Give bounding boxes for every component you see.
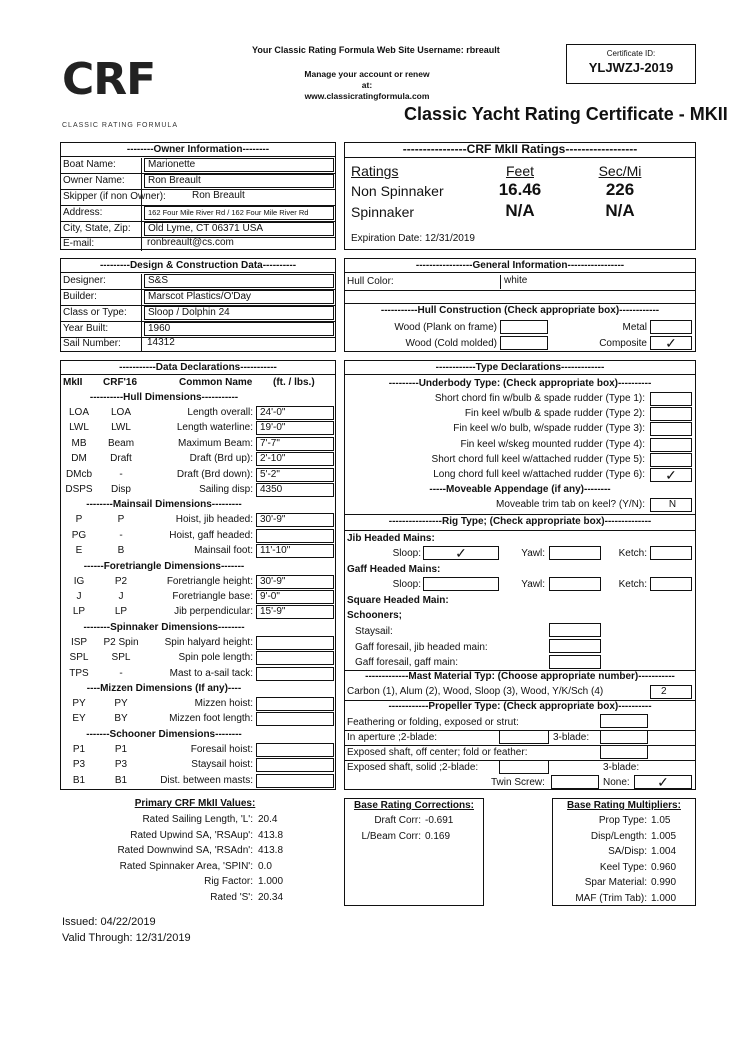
crf-logo: CRF — [62, 54, 156, 105]
row-common-name: Mast to a-sail tack: — [169, 667, 253, 679]
composite-label: Composite — [599, 338, 647, 349]
row-crf16-code: P1 — [114, 743, 128, 755]
class-field[interactable]: Sloop / Dolphin 24 — [144, 306, 334, 320]
gaff-ketch-checkbox[interactable] — [650, 577, 692, 591]
row-mkii-code: LOA — [68, 407, 89, 418]
gaff-fore-gaff-checkbox[interactable] — [549, 655, 601, 669]
page-title: Classic Yacht Rating Certificate - MKII — [404, 104, 728, 124]
city-field[interactable]: Old Lyme, CT 06371 USA — [144, 222, 334, 236]
mizzen-heading: ----Mizzen Dimensions (If any)---- — [86, 683, 242, 694]
type-decl-heading: ------------Type Declarations------------- — [345, 361, 695, 375]
cert-id: YLJWZJ-2019 — [588, 60, 674, 75]
underbody-type-label: Fin keel w/skeg mounted rudder (Type 4): — [460, 438, 645, 450]
row-common-name: Jib perpendicular: — [174, 606, 253, 618]
data-decl-heading: -----------Data Declarations----------- — [61, 361, 335, 375]
row-value-field[interactable] — [256, 758, 334, 772]
ratings-col-label: Ratings — [351, 163, 399, 179]
row-mkii-code: PY — [72, 698, 86, 709]
underbody-type-label: Long chord full keel w/attached rudder (Type 6): — [433, 469, 645, 480]
prop-heading: ------------Propeller Type: (Check appropriate box)---------- — [388, 701, 652, 712]
metal-checkbox[interactable] — [650, 320, 692, 334]
underbody-type-checkbox[interactable] — [650, 438, 692, 452]
feet-col-label: Feet — [505, 163, 534, 179]
multiplier-value: 0.960 — [651, 861, 677, 873]
gaff-fore-jib-label: Gaff foresail, jib headed main: — [355, 642, 488, 653]
username-line: Your Classic Rating Formula Web Site Username: rbreault — [252, 45, 500, 55]
gaff-ketch-label: Ketch: — [618, 579, 647, 590]
hull-color-label: Hull Color: — [347, 276, 394, 287]
non-spinnaker-feet: 16.46 — [498, 180, 542, 199]
design-panel — [60, 258, 336, 352]
gaff-yawl-checkbox[interactable] — [549, 577, 601, 591]
row-common-name: Foretriangle base: — [172, 591, 253, 602]
row-mkii-code: DSPS — [65, 484, 93, 495]
primary-value: 413.8 — [258, 845, 284, 856]
design-heading: ---------Design & Construction Data---------- — [61, 259, 335, 273]
col-units: (ft. / lbs.) — [273, 377, 315, 388]
prop-aperture-3blade-label: 3-blade: — [553, 732, 590, 743]
col-crf16: CRF'16 — [103, 377, 138, 388]
row-value-field[interactable]: 4350 — [256, 483, 334, 497]
jib-headed-heading: Jib Headed Mains: — [347, 533, 435, 544]
prop-feather-checkbox[interactable] — [600, 714, 648, 728]
trim-tab-label: Moveable trim tab on keel? (Y/N): — [496, 499, 645, 510]
spinnaker-label: Spinnaker — [351, 204, 415, 220]
row-mkii-code: DM — [71, 453, 87, 465]
prop-feather-label: Feathering or folding, exposed or strut: — [347, 717, 519, 728]
primary-value-label: Rated Spinnaker Area, 'SPIN': — [119, 860, 253, 872]
row-mkii-code: IG — [73, 575, 85, 587]
metal-label: Metal — [622, 322, 647, 333]
primary-values-panel — [60, 798, 336, 906]
primary-value: 1.000 — [258, 876, 284, 887]
col-mkii: MkII — [63, 377, 83, 388]
underbody-type-label: Fin keel w/bulb & spade rudder (Type 2): — [464, 408, 645, 420]
mast-material-field[interactable]: 2 — [650, 685, 692, 699]
row-common-name: Spin pole length: — [178, 652, 253, 664]
underbody-heading: ---------Underbody Type: (Check appropriate box)---------- — [388, 378, 652, 389]
row-mkii-code: ISP — [70, 636, 88, 648]
row-common-name: Draft (Brd up): — [189, 453, 253, 465]
row-mkii-code: P3 — [72, 759, 86, 771]
row-value-field[interactable] — [256, 651, 334, 665]
row-mkii-code: PG — [71, 529, 87, 541]
square-headed-heading: Square Headed Main: — [347, 595, 449, 606]
issued-date: Issued: 04/22/2019 — [62, 916, 156, 928]
designer-label: Designer: — [63, 275, 106, 286]
wood-cold-label: Wood (Cold molded) — [405, 338, 497, 349]
year-field[interactable]: 1960 — [144, 322, 334, 336]
skipper-field[interactable]: Ron Breault — [192, 190, 245, 201]
gaff-fore-gaff-label: Gaff foresail, gaff main: — [355, 657, 459, 668]
boat-label: Boat Name: — [63, 159, 116, 170]
row-common-name: Dist. between masts: — [160, 774, 253, 786]
row-common-name: Sailing disp: — [199, 484, 253, 495]
prop-aperture-2blade-checkbox[interactable] — [499, 730, 549, 744]
hull-heading: ----------Hull Dimensions----------- — [89, 392, 239, 403]
primary-value: 20.4 — [258, 814, 278, 825]
primary-value-label: Rig Factor: — [204, 876, 253, 887]
secmi-col-label: Sec/Mi — [598, 163, 642, 179]
row-value-field[interactable]: 11'-10" — [256, 544, 334, 558]
row-mkii-code: P — [75, 514, 83, 526]
staysail-label: Staysail: — [355, 626, 393, 637]
builder-field[interactable]: Marscot Plastics/O'Day — [144, 290, 334, 304]
row-crf16-code: B — [117, 545, 125, 557]
row-mkii-code: B1 — [72, 774, 86, 786]
primary-value-label: Rated Sailing Length, 'L': — [142, 814, 253, 825]
multiplier-label: Spar Material: — [584, 877, 647, 888]
row-value-field[interactable]: 24'-0" — [256, 406, 334, 420]
prop-exposed-2blade-checkbox[interactable] — [499, 760, 549, 774]
owner-label: Owner Name: — [63, 175, 125, 186]
underbody-type-checkbox[interactable] — [650, 422, 692, 436]
mast-options: Carbon (1), Alum (2), Wood, Sloop (3), Wood, Y/K/Sch (4) — [347, 686, 604, 697]
valid-through: Valid Through: 12/31/2019 — [62, 932, 191, 944]
jib-sloop-label: Sloop: — [392, 548, 421, 559]
base-corrections-panel — [344, 798, 484, 906]
general-panel — [344, 258, 696, 352]
row-value-field[interactable] — [256, 743, 334, 757]
row-value-field[interactable]: 30'-9" — [256, 575, 334, 589]
wood-plank-checkbox[interactable] — [500, 320, 548, 334]
spin-heading: --------Spinnaker Dimensions-------- — [83, 621, 245, 633]
multipliers-panel — [552, 798, 696, 906]
builder-label: Builder: — [63, 291, 97, 302]
row-mkii-code: EY — [72, 713, 86, 725]
skipper-label: Skipper (if non Owner): — [63, 191, 166, 202]
none-checkbox[interactable]: ✓ — [634, 775, 692, 789]
gaff-sloop-checkbox[interactable] — [423, 577, 499, 591]
prop-exposed-3blade-label: 3-blade: — [603, 762, 640, 773]
row-common-name: Maximum Beam: — [177, 437, 253, 449]
rig-heading: ----------------Rig Type; (Check appropriate box)-------------- — [388, 516, 652, 527]
website-link[interactable]: www.classicratingformula.com — [304, 91, 430, 101]
data-declarations-panel — [60, 360, 336, 790]
row-crf16-code: BY — [114, 713, 128, 725]
mast-heading: -------------Mast Material Typ: (Choose appropriate number)----------- — [365, 671, 675, 682]
row-value-field[interactable] — [256, 712, 334, 726]
certificate-id-box — [566, 44, 696, 84]
underbody-type-checkbox[interactable] — [650, 453, 692, 467]
primary-value: 20.34 — [258, 891, 284, 903]
row-value-field[interactable]: 2'-10" — [256, 452, 334, 466]
jib-ketch-checkbox[interactable] — [650, 546, 692, 560]
row-value-field[interactable]: 5'-2" — [256, 468, 334, 482]
twin-screw-label: Twin Screw: — [491, 777, 545, 788]
row-mkii-code: MB — [71, 437, 87, 449]
multiplier-label: Disp/Length: — [590, 830, 647, 842]
underbody-type-label: Short chord full keel w/attached rudder (Type 5): — [431, 453, 645, 465]
row-mkii-code: P1 — [72, 743, 86, 755]
row-value-field[interactable]: 30'-9" — [256, 513, 334, 527]
col-common-name: Common Name — [179, 377, 253, 388]
logo-subtitle: CLASSIC RATING FORMULA — [62, 122, 178, 129]
address-label: Address: — [63, 207, 103, 218]
wood-plank-label: Wood (Plank on frame) — [394, 322, 497, 333]
cert-label: Certificate ID: — [606, 49, 656, 58]
row-crf16-code: Disp — [110, 484, 131, 495]
primary-value: 0.0 — [258, 860, 272, 872]
row-crf16-code: B1 — [114, 774, 128, 786]
primary-value-label: Rated Upwind SA, 'RSAup': — [130, 829, 253, 841]
fore-heading: ------Foretriangle Dimensions------- — [83, 560, 245, 572]
designer-field[interactable]: S&S — [144, 274, 334, 288]
multiplier-label: MAF (Trim Tab): — [575, 892, 647, 904]
row-crf16-code: P2 Spin — [103, 636, 139, 648]
class-label: Class or Type: — [63, 307, 127, 318]
row-value-field[interactable]: 15'-9" — [256, 605, 334, 619]
sail-label: Sail Number: — [63, 338, 121, 349]
multiplier-label: SA/Disp: — [608, 846, 647, 857]
email-field[interactable]: ronbreault@cs.com — [147, 237, 234, 248]
prop-aperture-label: In aperture ;2-blade: — [347, 732, 438, 743]
row-common-name: Hoist, jib headed: — [175, 514, 253, 526]
underbody-type-checkbox[interactable] — [650, 392, 692, 406]
email-label: E-mail: — [63, 238, 95, 249]
main-heading: --------Mainsail Dimensions--------- — [86, 499, 242, 511]
non-spinnaker-label: Non Spinnaker — [351, 183, 444, 199]
row-value-field[interactable] — [256, 529, 334, 543]
none-label: None: — [603, 777, 630, 788]
boat-name-field[interactable]: Marionette — [144, 158, 334, 172]
row-value-field[interactable]: 9'-0" — [256, 590, 334, 604]
row-crf16-code: LWL — [111, 422, 131, 434]
wood-cold-checkbox[interactable] — [500, 336, 548, 350]
underbody-type-checkbox[interactable] — [650, 407, 692, 421]
expiration-date: Expiration Date: 12/31/2019 — [351, 233, 475, 244]
row-value-field[interactable] — [256, 697, 334, 711]
staysail-checkbox[interactable] — [549, 623, 601, 637]
row-common-name: Draft (Brd down): — [176, 468, 253, 480]
row-value-field[interactable] — [256, 636, 334, 650]
row-value-field[interactable]: 7'-7" — [256, 437, 334, 451]
row-value-field[interactable]: 19'-0" — [256, 421, 334, 435]
jib-yawl-checkbox[interactable] — [549, 546, 601, 560]
row-crf16-code: P3 — [114, 759, 128, 771]
row-mkii-code: J — [76, 591, 82, 602]
row-crf16-code: J — [118, 591, 124, 602]
owner-panel — [60, 142, 336, 250]
primary-value-label: Rated 'S': — [210, 891, 253, 903]
address-field[interactable]: 162 Four Mile River Rd / 162 Four Mile River Rd — [144, 206, 334, 220]
row-common-name: Length waterline: — [176, 422, 253, 434]
underbody-type-checkbox[interactable]: ✓ — [650, 468, 692, 482]
row-mkii-code: LWL — [69, 422, 89, 434]
row-mkii-code: E — [75, 545, 83, 557]
multiplier-value: 1.000 — [651, 892, 677, 904]
jib-sloop-checkbox[interactable]: ✓ — [423, 546, 499, 560]
manage-account — [302, 69, 432, 102]
spinnaker-secmi: N/A — [605, 201, 635, 220]
base-corr-heading: Base Rating Corrections: — [353, 800, 475, 811]
row-mkii-code: DMcb — [65, 468, 93, 480]
ratings-heading: ----------------CRF MkII Ratings------------------ — [402, 142, 638, 156]
primary-value-label: Rated Downwind SA, 'RSAdn': — [117, 845, 253, 856]
row-common-name: Mainsail foot: — [194, 545, 253, 557]
row-common-name: Foretriangle height: — [166, 575, 253, 587]
row-crf16-code: - — [119, 468, 123, 480]
row-value-field[interactable] — [256, 667, 334, 681]
prop-exposed-solid-label: Exposed shaft, solid ;2-blade: — [347, 762, 479, 773]
primary-value: 413.8 — [258, 829, 284, 841]
multiplier-value: 1.005 — [651, 830, 677, 842]
row-common-name: Length overall: — [187, 407, 253, 418]
underbody-type-label: Short chord fin w/bulb & spade rudder (Type 1): — [434, 393, 645, 404]
hull-color-field[interactable]: white — [500, 275, 695, 289]
manage-text: Manage your account or renew at: — [304, 69, 430, 90]
gaff-fore-jib-checkbox[interactable] — [549, 639, 601, 653]
multiplier-value: 1.05 — [651, 815, 671, 826]
base-corr-label: L/Beam Corr: — [361, 830, 421, 842]
trim-tab-field[interactable]: N — [650, 498, 692, 512]
row-crf16-code: P2 — [114, 575, 128, 587]
ratings-panel — [344, 142, 696, 250]
appendage-heading: -----Moveable Appendage (if any)-------- — [429, 484, 611, 495]
prop-exposed-off-label: Exposed shaft, off center; fold or feather: — [347, 747, 528, 758]
row-crf16-code: SPL — [111, 652, 131, 664]
gaff-sloop-label: Sloop: — [392, 579, 421, 590]
row-crf16-code: LP — [114, 606, 128, 618]
composite-checkbox[interactable]: ✓ — [650, 336, 692, 350]
row-common-name: Staysail hoist: — [191, 759, 253, 771]
owner-name-field[interactable]: Ron Breault — [144, 174, 334, 188]
row-mkii-code: LP — [72, 606, 86, 618]
general-heading: -----------------General Information----------------- — [345, 259, 695, 273]
row-common-name: Mizzen hoist: — [194, 698, 253, 709]
schooner-heading: -------Schooner Dimensions-------- — [86, 728, 242, 740]
row-crf16-code: PY — [114, 698, 128, 709]
schooners-heading: Schooners; — [347, 610, 403, 621]
primary-heading: Primary CRF MkII Values: — [134, 798, 256, 809]
spinnaker-feet: N/A — [505, 201, 535, 220]
multiplier-value: 1.004 — [651, 846, 677, 857]
prop-aperture-3blade-checkbox[interactable] — [600, 730, 648, 744]
row-value-field[interactable] — [256, 774, 334, 788]
multiplier-value: 0.990 — [651, 877, 677, 888]
base-corr-label: Draft Corr: — [374, 815, 421, 826]
multiplier-label: Keel Type: — [599, 861, 647, 873]
gaff-headed-heading: Gaff Headed Mains: — [347, 564, 441, 575]
owner-heading: --------Owner Information-------- — [61, 143, 335, 157]
underbody-type-label: Fin keel w/o bulb, w/spade rudder (Type 3): — [453, 423, 645, 435]
row-mkii-code: SPL — [69, 652, 89, 664]
non-spinnaker-secmi: 226 — [605, 180, 635, 199]
row-crf16-code: - — [119, 667, 123, 679]
multipliers-heading: Base Rating Multipliers: — [567, 800, 681, 811]
row-common-name: Mizzen foot length: — [169, 713, 253, 725]
sail-number-field[interactable]: 14312 — [147, 337, 175, 348]
row-crf16-code: P — [117, 514, 125, 526]
multiplier-label: Prop Type: — [598, 815, 647, 826]
row-mkii-code: TPS — [69, 667, 89, 679]
prop-exposed-off-checkbox[interactable] — [600, 745, 648, 759]
twin-screw-checkbox[interactable] — [551, 775, 599, 789]
city-label: City, State, Zip: — [63, 223, 131, 234]
jib-yawl-label: Yawl: — [521, 548, 545, 559]
hull-construction-heading: -----------Hull Construction (Check appropriate box)------------ — [380, 305, 660, 316]
jib-ketch-label: Ketch: — [618, 548, 647, 559]
row-crf16-code: Draft — [110, 453, 132, 465]
row-common-name: Spin halyard height: — [164, 636, 253, 648]
row-common-name: Hoist, gaff headed: — [169, 529, 253, 541]
base-corr-value: 0.169 — [425, 830, 451, 842]
year-label: Year Built: — [63, 323, 109, 334]
gaff-yawl-label: Yawl: — [521, 579, 545, 590]
row-crf16-code: LOA — [110, 407, 131, 418]
row-common-name: Foresail hoist: — [190, 743, 253, 755]
base-corr-value: -0.691 — [425, 815, 454, 826]
row-crf16-code: - — [119, 529, 123, 541]
row-crf16-code: Beam — [107, 437, 135, 449]
type-declarations-panel — [344, 360, 696, 790]
